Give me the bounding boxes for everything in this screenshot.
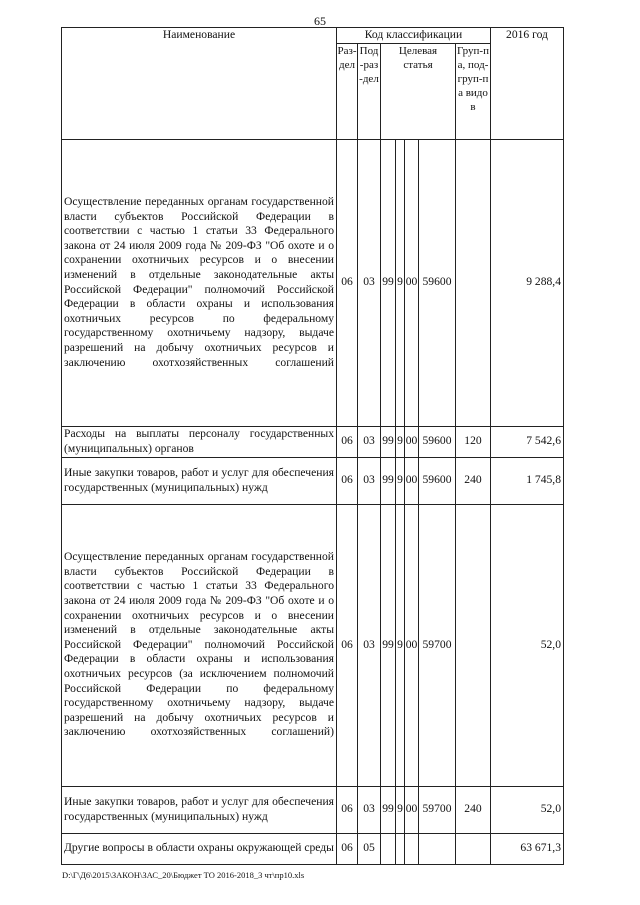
header-name: Наименование <box>62 28 337 140</box>
row-name: Осуществление переданных органам государственной власти субъектов Российской Федерации в соответствии с частью 1 статьи 33 Федерального закона от 24 июля 2009 года № 209-ФЗ "Об охоте и о сохранении охотничьих ресурсов и о внесении изменений в отдельные законодательные акты Российской Федерации" полномочий Российской Федерации в области охраны и использования охотничьих ресурсов по федеральному государственному охотничьему надзору, выдаче разрешений на добычу охотничьих ресурсов и заключению охотхозяйственных соглашений <box>62 139 337 426</box>
row-ts4 <box>419 833 456 864</box>
budget-table <box>61 27 564 865</box>
header-section-text: Раз-дел <box>337 44 357 71</box>
row-ts4: 59600 <box>419 457 456 504</box>
row-section: 06 <box>337 457 358 504</box>
row-subsection: 03 <box>358 426 381 457</box>
row-ts1: 99 <box>381 426 396 457</box>
row-group: 120 <box>456 426 491 457</box>
row-ts3: 00 <box>405 457 419 504</box>
header-group <box>456 43 491 139</box>
row-subsection: 03 <box>358 139 381 426</box>
row-ts1: 99 <box>381 504 396 786</box>
row-name: Расходы на выплаты персоналу государственных (муниципальных) органов <box>62 426 337 457</box>
header-year: 2016 год <box>491 28 564 140</box>
row-ts2: 9 <box>396 139 405 426</box>
table-row <box>62 426 564 457</box>
row-name: Иные закупки товаров, работ и услуг для обеспечения государственных (муниципальных) нужд <box>62 457 337 504</box>
header-section <box>337 43 358 139</box>
header-target-article: Целевая статья <box>381 43 456 139</box>
table-row <box>62 139 564 426</box>
row-ts2: 9 <box>396 504 405 786</box>
row-ts3: 00 <box>405 504 419 786</box>
row-ts3: 00 <box>405 786 419 833</box>
row-ts3: 00 <box>405 139 419 426</box>
row-ts1: 99 <box>381 457 396 504</box>
row-ts4: 59600 <box>419 139 456 426</box>
row-ts3: 00 <box>405 426 419 457</box>
header-group-text: Груп-па, под-груп-па видов <box>457 44 489 113</box>
page-number: 65 <box>314 14 326 28</box>
row-name: Осуществление переданных органам государственной власти субъектов Российской Федерации в соответствии с частью 1 статьи 33 Федерального закона от 24 июля 2009 года № 209-ФЗ "Об охоте и о сохранении охотничьих ресурсов и о внесении изменений в отдельные законодательные акты Российской Федерации" полномочий Российской Федерации в области охраны и использования охотничьих ресурсов (за исключением полномочий Российской Федерации по федеральному государственному охотничьему надзору, выдаче разрешений на добычу охотничьих ресурсов и заключению охотхозяйственных соглашений) <box>62 504 337 786</box>
table-row <box>62 833 564 864</box>
row-ts4: 59700 <box>419 786 456 833</box>
row-ts2 <box>396 833 405 864</box>
header-row-1 <box>62 28 564 44</box>
row-subsection: 05 <box>358 833 381 864</box>
row-subsection: 03 <box>358 786 381 833</box>
row-group: 240 <box>456 457 491 504</box>
row-amount: 52,0 <box>491 786 564 833</box>
header-subsection-text: Под-раз-дел <box>359 44 379 85</box>
table-row <box>62 786 564 833</box>
row-ts2: 9 <box>396 457 405 504</box>
row-name: Другие вопросы в области охраны окружающей среды <box>62 833 337 864</box>
row-subsection: 03 <box>358 457 381 504</box>
row-ts3 <box>405 833 419 864</box>
row-group: 240 <box>456 786 491 833</box>
table-row <box>62 457 564 504</box>
table-row <box>62 504 564 786</box>
row-amount: 52,0 <box>491 504 564 786</box>
row-amount: 63 671,3 <box>491 833 564 864</box>
row-amount: 9 288,4 <box>491 139 564 426</box>
file-path-footer: D:\Г\Д6\2015\ЗАКОН\ЗАС_20\Бюджет ТО 2016-2018_3 чт\пр10.xls <box>62 870 305 880</box>
header-code: Код классификации <box>337 28 491 44</box>
row-ts2: 9 <box>396 426 405 457</box>
row-section: 06 <box>337 139 358 426</box>
row-section: 06 <box>337 426 358 457</box>
row-amount: 7 542,6 <box>491 426 564 457</box>
row-section: 06 <box>337 786 358 833</box>
row-section: 06 <box>337 833 358 864</box>
row-group <box>456 833 491 864</box>
row-ts4: 59700 <box>419 504 456 786</box>
header-subsection <box>358 43 381 139</box>
row-section: 06 <box>337 504 358 786</box>
row-name: Иные закупки товаров, работ и услуг для обеспечения государственных (муниципальных) нужд <box>62 786 337 833</box>
row-group <box>456 139 491 426</box>
row-group <box>456 504 491 786</box>
row-ts1 <box>381 833 396 864</box>
row-amount: 1 745,8 <box>491 457 564 504</box>
row-ts1: 99 <box>381 786 396 833</box>
row-ts2: 9 <box>396 786 405 833</box>
row-ts1: 99 <box>381 139 396 426</box>
row-subsection: 03 <box>358 504 381 786</box>
row-ts4: 59600 <box>419 426 456 457</box>
